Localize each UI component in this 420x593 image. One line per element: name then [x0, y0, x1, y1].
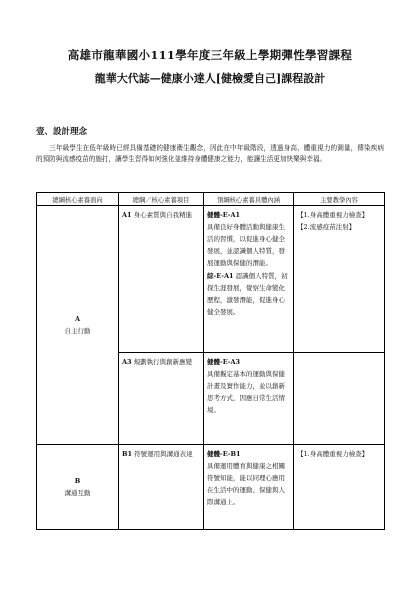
section-heading-design-concept: 壹、設計理念 [36, 127, 88, 137]
content-text-2: 認識個人特質，初探生涯發展，覺察生命變化歷程，激發潛能，促進身心健全發展。 [207, 272, 288, 316]
content-code: 健體-E-A3 [207, 358, 241, 366]
learning-cell [294, 445, 385, 530]
domain-cell-b [37, 445, 119, 530]
domain-code: A [74, 315, 81, 323]
learning-cell [294, 206, 385, 353]
content-text: 具備運用體育與健康之相關符號知能，能以同理心應用在生活中的運動、保健與人際溝通上。 [207, 462, 285, 506]
item-code: A1 [122, 211, 132, 219]
content-text: 具備良好身體活動與健康生活的習慣，以促進身心健全發展，並認識個人特質，發展運動與保健的潛能。 [207, 223, 285, 267]
item-cell [119, 353, 204, 445]
table-row [37, 206, 385, 353]
header-item: 總綱／核心素養項目 [119, 193, 204, 206]
document-subtitle: 龍華大代誌—健康小達人[健檢愛自己]課程設計 [94, 72, 326, 85]
document-title: 高雄市龍華國小111學年度三年級上學期彈性學習課程 [67, 48, 353, 62]
learning-item: 【1.身高體重視力檢查】 [297, 211, 369, 219]
header-content: 領綱核心素養具體內涵 [204, 193, 294, 206]
item-text: 符號運用與溝通表達 [134, 450, 193, 458]
domain-name: 自主行動 [64, 327, 91, 335]
item-text: 身心素質與自我精進 [133, 211, 193, 219]
item-text: 規劃執行與創新應變 [133, 358, 193, 366]
item-cell [119, 445, 204, 530]
content-code: 健體-E-B1 [207, 450, 241, 458]
content-cell [204, 445, 294, 530]
table-header-row [37, 193, 385, 206]
item-code: B1 [122, 450, 133, 458]
content-code-2: 綜-E-A1 [207, 272, 234, 280]
item-cell [119, 206, 204, 353]
domain-cell-a [37, 206, 119, 445]
domain-code: B [74, 477, 81, 485]
content-cell [204, 353, 294, 445]
domain-name: 溝通互動 [64, 489, 91, 497]
learning-item: 【2.流感疫苗注射】 [297, 223, 356, 231]
content-cell [204, 206, 294, 353]
learning-item: 【1.身高體重視力檢查】 [297, 450, 369, 458]
paragraph-text: 三年級學生在低年級時已經具備基礎的健康衛生觀念，因此在中年級階段，透過身高、體重視力的測量，傳染疾病的預防與流感疫苗的施打，讓學生習得如何強化並維持身體健康之能力，能讓生活更加快樂與幸福。 [36, 144, 384, 164]
learning-cell [294, 353, 385, 445]
content-text: 具備擬定基本的運動與保健計畫及實作能力，並以創新思考方式，因應日常生活情境。 [207, 370, 285, 414]
header-domain: 總綱核心素養面向 [37, 193, 119, 206]
header-learning: 主要教學內容 [294, 193, 385, 206]
core-competency-table [36, 192, 385, 530]
design-concept-paragraph [36, 143, 384, 166]
item-code: A3 [122, 358, 132, 366]
table-row [37, 445, 385, 530]
content-code: 健體-E-A1 [207, 211, 241, 219]
